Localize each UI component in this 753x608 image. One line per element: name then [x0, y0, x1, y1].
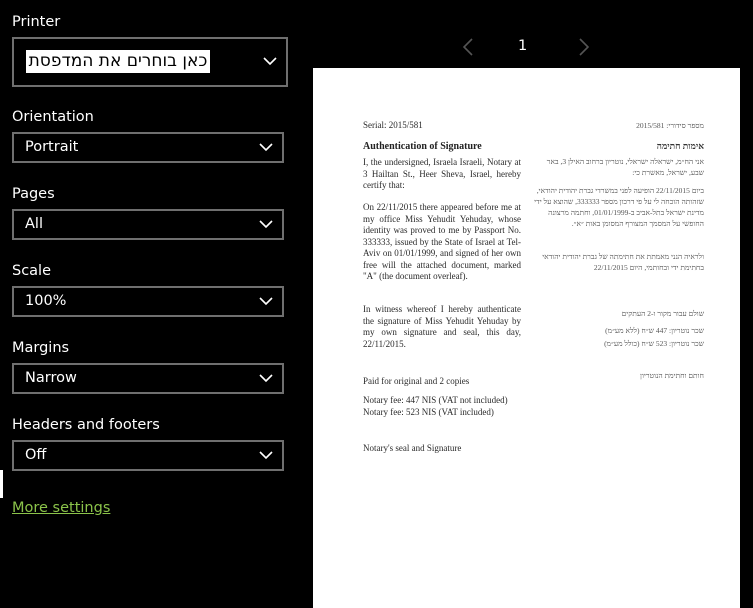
print-preview-page: [313, 68, 740, 608]
headers-footers-label: Headers and footers: [12, 417, 160, 433]
orientation-label: Orientation: [12, 109, 94, 125]
seal-he: חותם וחתימת הנוטריון: [640, 371, 704, 380]
chevron-down-icon: [263, 57, 277, 66]
fee-1-he: שכר נוטריון: 447 ש״ח (ללא מע״מ): [605, 326, 704, 335]
paid-en: Paid for original and 2 copies: [363, 376, 470, 386]
more-settings-link[interactable]: More settings: [12, 500, 111, 516]
serial-en: Serial: 2015/581: [363, 120, 423, 130]
printer-value: כאן בוחרים את המדפסת: [26, 50, 210, 73]
title-en: Authentication of Signature: [363, 141, 482, 152]
print-settings-panel: [0, 0, 300, 608]
serial-he: מספר סידורי: 2015/581: [636, 121, 704, 130]
chevron-down-icon: [259, 220, 273, 229]
headers-footers-value: Off: [25, 447, 47, 463]
paragraph-2-he: ביום 22/11/2015 הופיעה לפני במשרדי גברת יהודית יהודאי, שזהותה הוכחה לי על פי דרכון מספר 333333, שהוצא על ידי מדינת ישראל בתל-אביב ב-01/01/1999, וחתמה מרצונה החופשי על המסמך המצורף המסומן באות ״א״.: [534, 186, 704, 228]
chevron-down-icon: [259, 297, 273, 306]
paragraph-1-en: I, the undersigned, Israela Israeli, Notary at 3 Hailtan St., Heer Sheva, Israel, hereby certify that:: [363, 157, 521, 190]
focus-indicator: [0, 470, 3, 498]
margins-value: Narrow: [25, 370, 77, 386]
paragraph-1-he: אני הח״מ, ישראלה ישראלי, נוטריון ברחוב האילן 3, באר שבע, ישראל, מאשרת כי:: [546, 157, 704, 177]
printer-label: Printer: [12, 14, 61, 30]
title-he: אימות חתימה: [656, 141, 704, 151]
next-page-icon[interactable]: [578, 38, 590, 56]
margins-select[interactable]: [12, 363, 284, 394]
fee-2-en: Notary fee: 523 NIS (VAT included): [363, 407, 494, 417]
paid-he: שולם עבור מקור ו-2 העתקים: [621, 309, 704, 318]
margins-label: Margins: [12, 340, 70, 356]
prev-page-icon[interactable]: [462, 38, 474, 56]
paragraph-2-en: On 22/11/2015 there appeared before me at my office Miss Yehudit Yehuday, whose identity was proved to me by Passport No. 333333, issued by the State of Israel at Tel-Aviv on 01/01/1999, and signed of her own free will the attached document, marked "A" (the document overleaf).: [363, 202, 521, 281]
pages-label: Pages: [12, 186, 55, 202]
pages-select[interactable]: [12, 209, 284, 240]
scale-label: Scale: [12, 263, 52, 279]
chevron-down-icon: [259, 374, 273, 383]
orientation-value: Portrait: [25, 139, 79, 155]
chevron-down-icon: [259, 451, 273, 460]
paragraph-3-en: In witness whereof I hereby authenticate the signature of Miss Yehudit Yehuday by my own signature and seal, this day, 22/11/2015.: [363, 304, 521, 349]
chevron-down-icon: [259, 143, 273, 152]
printer-select[interactable]: [12, 37, 288, 87]
page-number: 1: [518, 38, 528, 54]
seal-en: Notary's seal and Signature: [363, 443, 462, 453]
fee-1-en: Notary fee: 447 NIS (VAT not included): [363, 395, 508, 405]
paragraph-3-he: ולראיה הנני מאמתת את חתימתה של גברת יהודית יהודאי בחתימת ידי ובחותמי, היום 22/11/2015: [542, 252, 704, 272]
orientation-select[interactable]: [12, 132, 284, 163]
scale-value: 100%: [25, 293, 67, 309]
scale-select[interactable]: [12, 286, 284, 317]
headers-footers-select[interactable]: [12, 440, 284, 471]
pages-value: All: [25, 216, 43, 232]
fee-2-he: שכר נוטריון: 523 ש״ח (כולל מע״מ): [604, 339, 704, 348]
